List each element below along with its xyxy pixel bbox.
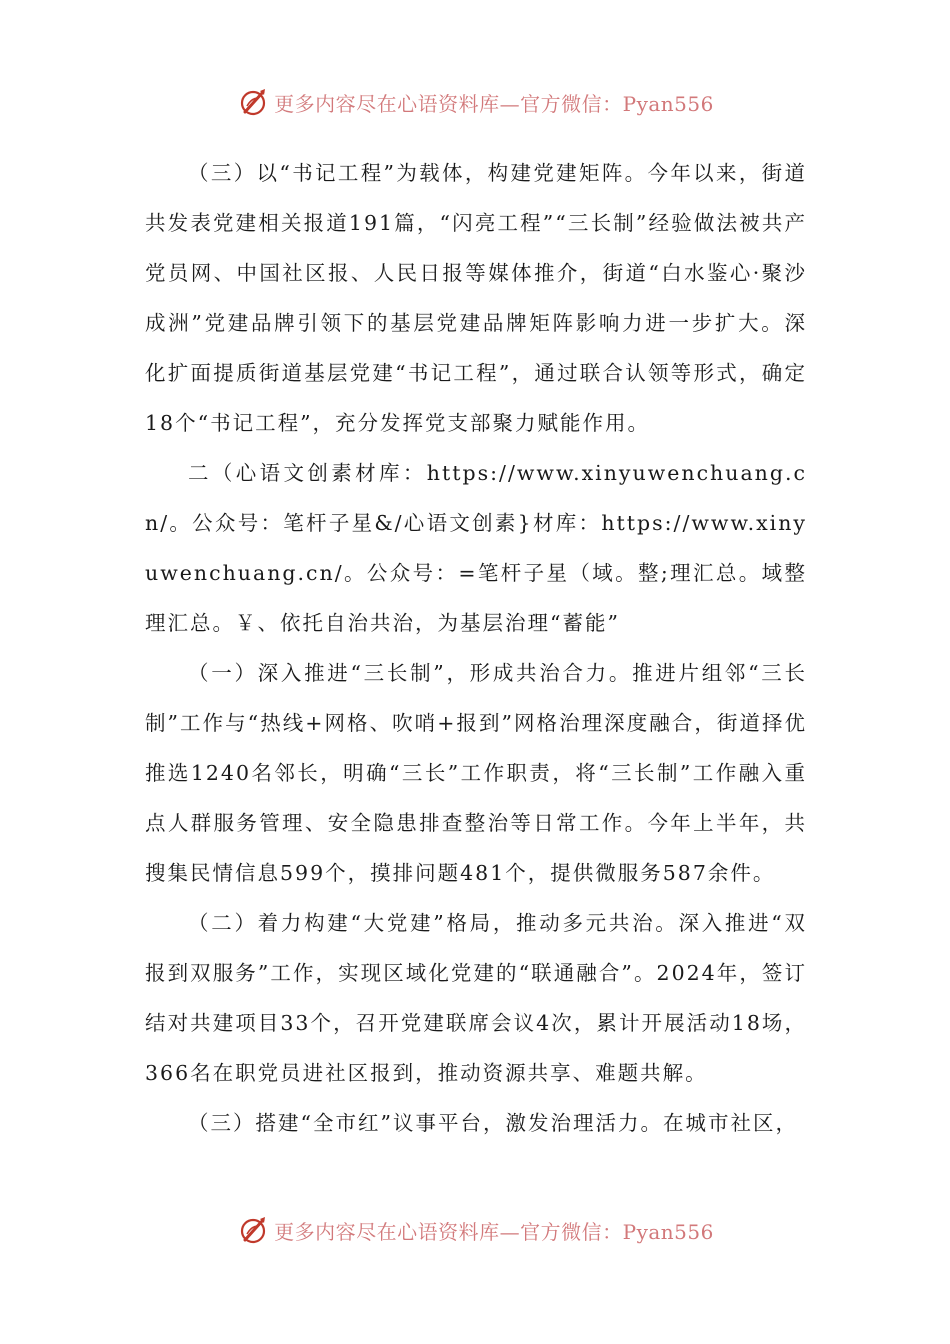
paragraph-section-two-heading: 二（心语文创素材库：https://www.xinyuwenchuang.cn/。公众号：笔杆子星&/心语文创素}材库：https://www.xinyuwenchuang.cn/。公众号：=笔杆子星（域。整;理汇总。域整理汇总。￥、依托自治共治，为基层治理“蓄能” (145, 461, 807, 635)
footer-banner (0, 1210, 950, 1250)
pen-logo-icon (236, 1213, 270, 1247)
paragraph-discussion-platform: （三）搭建“全市红”议事平台，激发治理活力。在城市社区， (188, 1111, 799, 1135)
pen-logo-icon (236, 85, 270, 119)
header-banner (0, 82, 950, 122)
paragraph-big-party-building: （二）着力构建“大党建”格局，推动多元共治。深入推进“双报到双服务”工作，实现区域化党建的“联通融合”。2024年，签订结对共建项目33个，召开党建联席会议4次，累计开展活动18场，366名在职党员进社区报到，推动资源共享、难题共解。 (145, 911, 807, 1085)
document-body (145, 148, 807, 1148)
paragraph-secretary-project: （三）以“书记工程”为载体，构建党建矩阵。今年以来，街道共发表党建相关报道191篇，“闪亮工程”“三长制”经验做法被共产党员网、中国社区报、人民日报等媒体推介，街道“白水鉴心·聚沙成洲”党建品牌引领下的基层党建品牌矩阵影响力进一步扩大。深化扩面提质街道基层党建“书记工程”，通过联合认领等形式，确定18个“书记工程”，充分发挥党支部聚力赋能作用。 (145, 161, 807, 435)
paragraph-three-chiefs-system: （一）深入推进“三长制”，形成共治合力。推进片组邻“三长制”工作与“热线+网格、吹哨+报到”网格治理深度融合，街道择优推选1240名邻长，明确“三长”工作职责，将“三长制”工作融入重点人群服务管理、安全隐患排查整治等日常工作。今年上半年，共搜集民情信息599个，摸排问题481个，提供微服务587余件。 (145, 661, 807, 885)
footer-banner-text: 更多内容尽在心语资料库—官方微信：Pyan556 (274, 1219, 714, 1244)
header-banner-text: 更多内容尽在心语资料库—官方微信：Pyan556 (274, 91, 714, 116)
